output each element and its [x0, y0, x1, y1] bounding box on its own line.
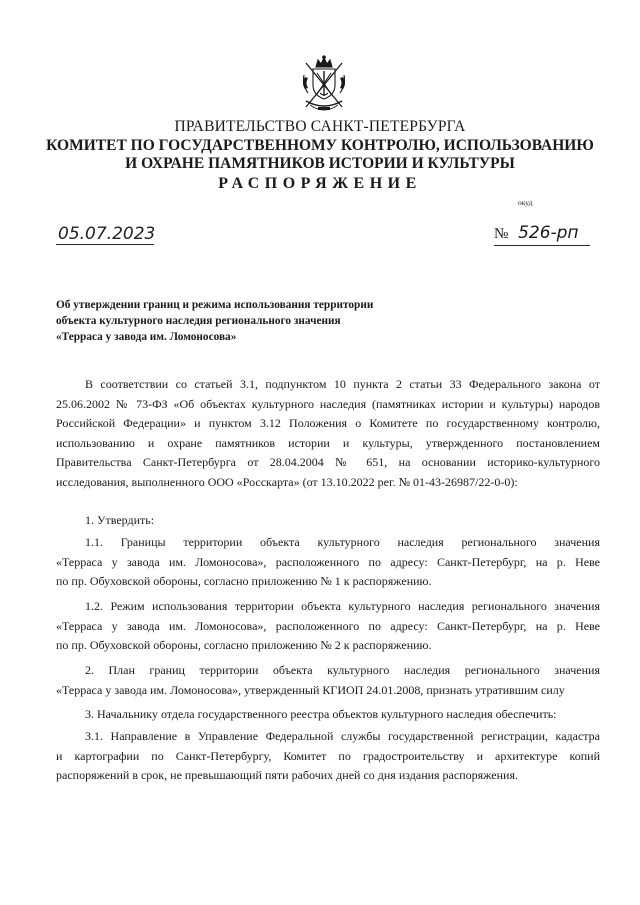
- text-line: использованию и охране памятников истории и культуры, утвержденного постановлением: [56, 435, 600, 450]
- text-line: 3. Начальнику отдела государственного реестра объектов культурного наследия обеспечить:: [85, 707, 557, 721]
- text-line: 3.1. Направление в Управление Федеральной службы государственной регистрации, кадастра: [85, 729, 600, 743]
- paragraph-item-2: [56, 661, 600, 700]
- text-line: «Терраса у завода им. Ломоносова», расположенного по адресу: Санкт-Петербург, на р. Неве: [56, 618, 600, 633]
- text-line: 2. План границ территории объекта культурного наследия регионального значения: [85, 663, 600, 677]
- text-line: «Терраса у завода им. Ломоносова», утвержденный КГИОП 24.01.2008, признать утратившим силу: [56, 682, 565, 697]
- text-line: по пр. Обуховской обороны, согласно приложению № 1 к распоряжению.: [56, 574, 432, 589]
- text-line: Российской Федерации» и пунктом 3.12 Положения о Комитете по государственному контролю,: [56, 416, 600, 431]
- title-line: «Терраса у завода им. Ломоносова»: [56, 331, 237, 344]
- text-line: «Терраса у завода им. Ломоносова», расположенного по адресу: Санкт-Петербург, на р. Неве: [56, 554, 600, 569]
- okud-label: окуд: [518, 198, 533, 207]
- title-line: объекта культурного наследия регионального значения: [56, 315, 341, 328]
- document-number: [494, 222, 590, 246]
- committee-name-line: КОМИТЕТ ПО ГОСУДАРСТВЕННОМУ КОНТРОЛЮ, ИСПОЛЬЗОВАНИЮ: [46, 137, 594, 154]
- paragraph-item-1: [56, 511, 600, 531]
- text-line: исследования, выполненного ООО «Росскарта» (от 13.10.2022 рег. № 01-43-26987/22-0-0):: [56, 474, 518, 489]
- text-line: 1. Утвердить:: [85, 513, 155, 527]
- government-name: ПРАВИТЕЛЬСТВО САНКТ-ПЕТЕРБУРГА: [174, 118, 466, 135]
- text-line: 1.2. Режим использования территории объекта культурного наследия регионального значения: [85, 599, 600, 613]
- document-title: [56, 297, 476, 346]
- number-value: 526-рп: [518, 223, 579, 243]
- committee-name-line: И ОХРАНЕ ПАМЯТНИКОВ ИСТОРИИ И КУЛЬТУРЫ: [125, 154, 515, 172]
- paragraph-item-3: [56, 705, 600, 725]
- text-line: В соответствии со статьей 3.1, подпунктом 10 пункта 2 статьи 33 Федерального закона от: [85, 377, 600, 391]
- text-line: 1.1. Границы территории объекта культурного наследия регионального значения: [85, 535, 600, 549]
- number-sign: №: [494, 226, 509, 242]
- paragraph-preamble: [56, 375, 600, 493]
- paragraph-item-1-2: [56, 597, 600, 656]
- text-line: Правительства Санкт-Петербурга от 28.04.2004 № 651, на основании историко-культурного: [56, 455, 600, 470]
- committee-name: [0, 137, 640, 172]
- paragraph-item-1-1: [56, 533, 600, 592]
- text-line: по пр. Обуховской обороны, согласно приложению № 2 к распоряжению.: [56, 638, 432, 653]
- text-line: и картографии по Санкт-Петербургу, Комитет по градостроительству и архитектуре копий: [56, 748, 600, 763]
- title-line: Об утверждении границ и режима использования территории: [56, 299, 374, 311]
- text-line: 25.06.2002 № 73-ФЗ «Об объектах культурного наследия (памятниках истории и культуры) народов: [56, 396, 600, 411]
- document-type: РАСПОРЯЖЕНИЕ: [218, 175, 422, 192]
- document-date: 05.07.2023: [58, 224, 156, 244]
- paragraph-item-3-1: [56, 727, 600, 786]
- coat-of-arms-icon: [298, 55, 350, 117]
- text-line: распоряжений в срок, не превышающий пяти рабочих дней со дня издания распоряжения.: [56, 768, 518, 783]
